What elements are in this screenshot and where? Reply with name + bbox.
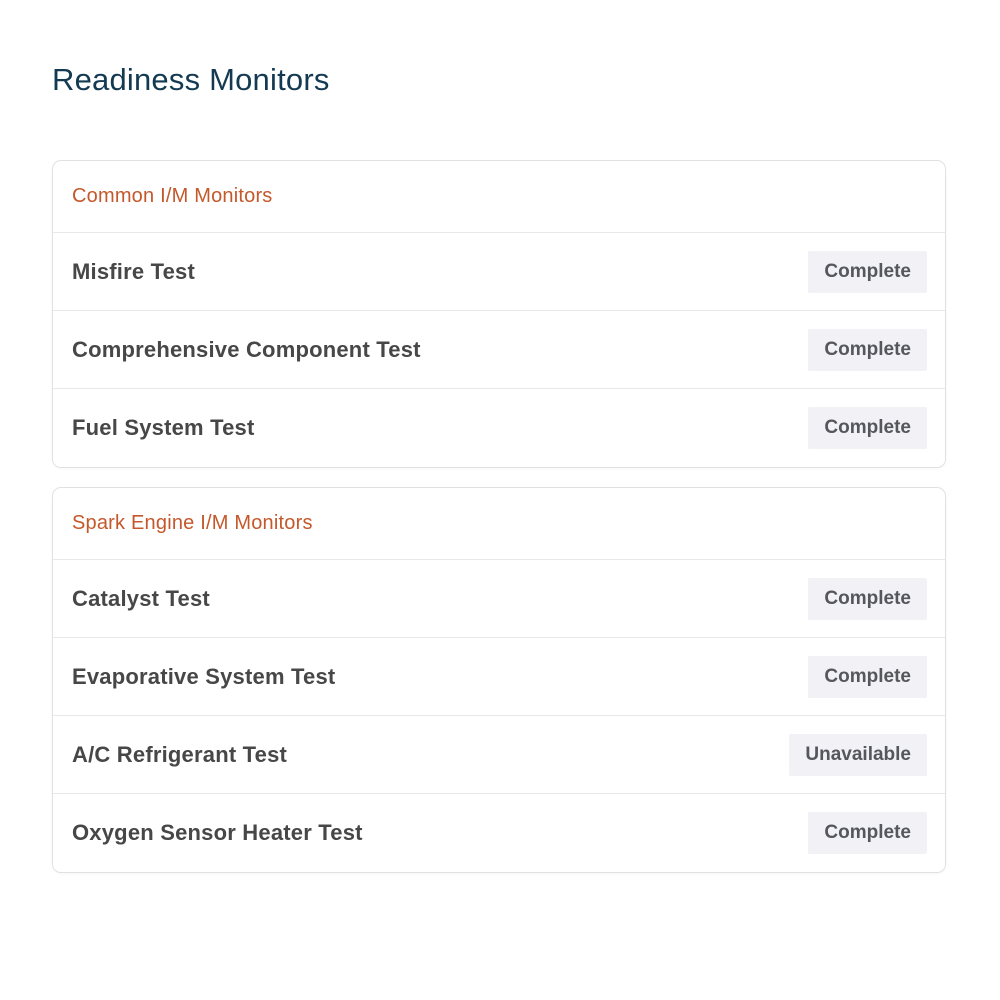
section-header [53,161,945,233]
monitor-name: Oxygen Sensor Heater Test [72,820,363,845]
monitor-row [53,389,945,467]
monitor-name: Evaporative System Test [72,663,336,689]
status-badge: Complete [808,251,927,293]
section-title: Common I/M Monitors [72,185,273,207]
section-rows [53,233,945,467]
monitor-section-card [52,487,946,873]
monitor-row [53,794,945,872]
status-badge: Complete [808,578,927,620]
monitor-row [53,311,945,389]
status-badge: Complete [808,407,927,449]
section-title: Spark Engine I/M Monitors [72,512,313,534]
monitor-sections [52,160,946,873]
status-badge: Complete [808,329,927,371]
page-title: Readiness Monitors [52,62,330,97]
monitor-name: A/C Refrigerant Test [72,741,288,767]
monitor-row [53,716,945,794]
monitor-name: Comprehensive Component Test [72,336,421,362]
monitor-name: Fuel System Test [72,415,255,440]
status-badge: Complete [808,812,927,854]
monitor-row [53,638,945,716]
section-header [53,488,945,560]
status-badge: Complete [808,656,927,698]
section-rows [53,560,945,872]
monitor-row [53,233,945,311]
monitor-name: Catalyst Test [72,585,210,611]
monitor-row [53,560,945,638]
monitor-section-card [52,160,946,468]
status-badge: Unavailable [789,734,927,776]
monitor-name: Misfire Test [72,258,196,284]
